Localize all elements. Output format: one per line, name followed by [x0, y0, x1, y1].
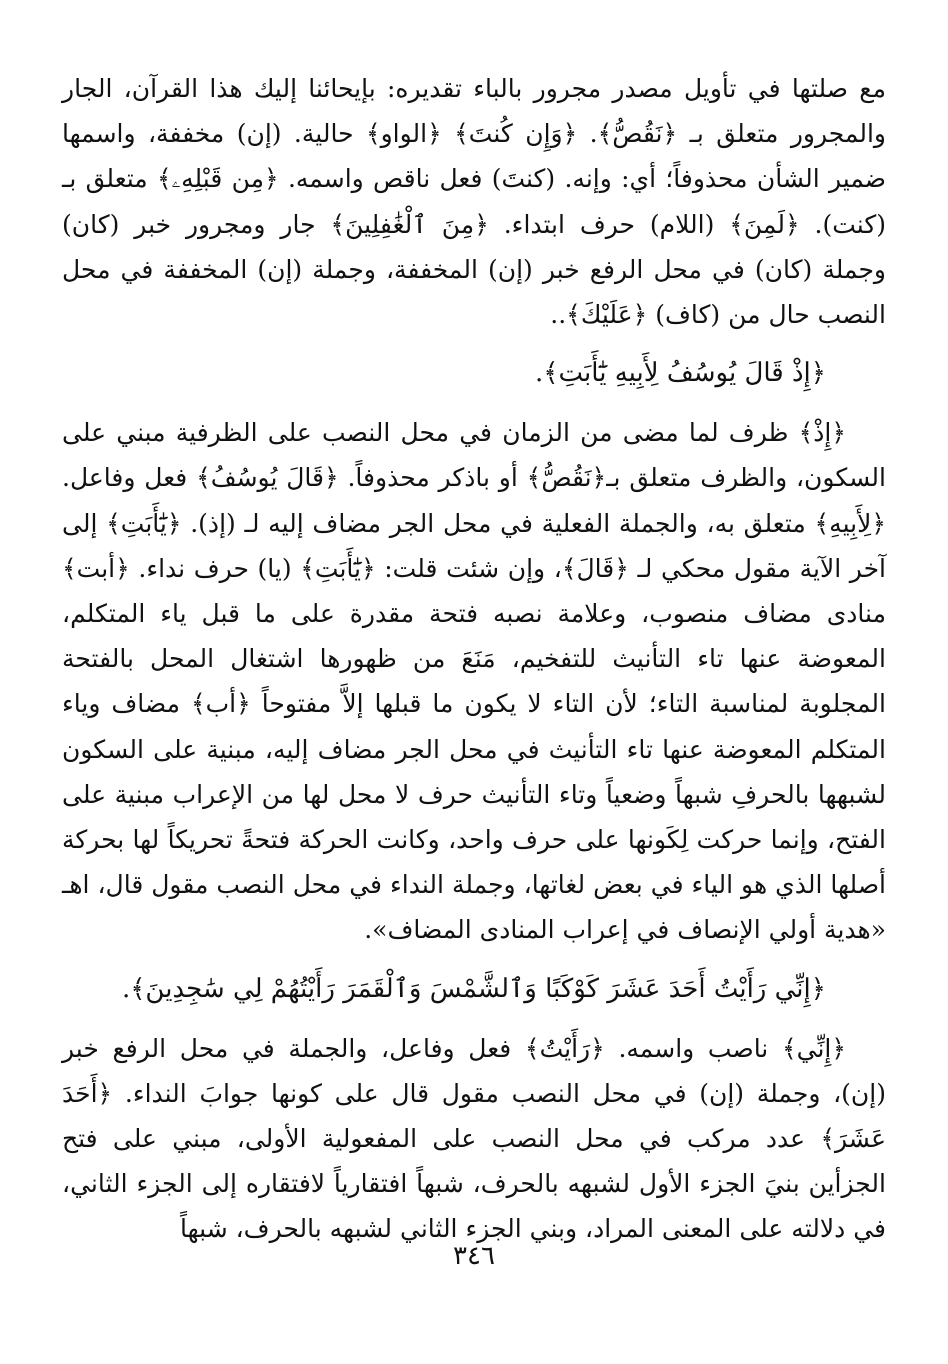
paragraph-1: مع صلتها في تأويل مصدر مجرور بالباء تقديره: بإيحائنا إليك هذا القرآن، الجار والمجرور متعلق بـ ﴿نَقُصُّ﴾. ﴿وَإِن كُنتَ﴾ ﴿الواو﴾ حالية. (إن) مخففة، واسمها ضمير الشأن محذوفاً؛ أي: وإنه. (كنتَ) فعل ناقص واسمه. ﴿مِن قَبْلِهِۦ﴾ متعلق بـ (كنت). ﴿لَمِنَ﴾ (اللام) حرف ابتداء. ﴿مِنَ ٱلْغَٰفِلِينَ﴾ جار ومجرور خبر (كان) وجملة (كان) في محل الرفع خبر (إن) المخففة، وجملة (إن) المخففة في محل النصب حال من (كاف) ﴿عَلَيْكَ﴾.. — [62, 74, 886, 330]
page-body — [62, 66, 886, 1252]
paragraph-2: ﴿إِذْ﴾ ظرف لما مضى من الزمان في محل النصب على الظرفية مبني على السكون، والظرف متعلق بـ﴿نَقُصُّ﴾ أو باذكر محذوفاً. ﴿قَالَ يُوسُفُ﴾ فعل وفاعل. ﴿لِأَبِيهِ﴾ متعلق به، والجملة الفعلية في محل الجر مضاف إليه لـ (إذ). ﴿يَٰٓأَبَتِ﴾ إلى آخر الآية مقول محكي لـ ﴿قَالَ﴾، وإن شئت قلت: ﴿يَٰٓأَبَتِ﴾ (يا) حرف نداء. ﴿أبت﴾ منادى مضاف منصوب، وعلامة نصبه فتحة مقدرة على ما قبل ياء المتكلم، المعوضة عنها تاء التأنيث للتفخيم، مَنَعَ من ظهورها اشتغال المحل بالفتحة المجلوبة لمناسبة التاء؛ لأن التاء لا يكون ما قبلها إلاَّ مفتوحاً ﴿أب﴾ مضاف وياء المتكلم المعوضة عنها تاء التأنيث في محل الجر مضاف إليه، مبنية على السكون لشبهها بالحرفِ شبهاً وضعياً وتاء التأنيث حرف لا محل لها من الإعراب مبنية على الفتح، وإنما حركت لِكَونها على حرف واحد، وكانت الحركة فتحةً تحريكاً لها بحركة أصلها الذي هو الياء في بعض لغاتها، وجملة النداء في محل النصب مقول قال، اهـ «هدية أولي الإنصاف في إعراب المنادى المضاف». — [62, 418, 886, 945]
page-number: ٣٤٦ — [453, 1241, 495, 1271]
quran-verse-1: ﴿إِذْ قَالَ يُوسُفُ لِأَبِيهِ يَٰٓأَبَتِ﴾. — [535, 358, 826, 389]
quran-verse-2: ﴿إِنِّي رَأَيْتُ أَحَدَ عَشَرَ كَوْكَبًا وَٱلشَّمْسَ وَٱلْقَمَرَ رَأَيْتُهُمْ لِي سَٰجِدِينَ﴾. — [121, 973, 826, 1004]
paragraph-3: ﴿إِنِّي﴾ ناصب واسمه. ﴿رَأَيْتُ﴾ فعل وفاعل، والجملة في محل الرفع خبر (إن)، وجملة (إن) في محل النصب مقول قال على كونها جوابَ النداء. ﴿أَحَدَ عَشَرَ﴾ عدد مركب في محل النصب على المفعولية الأولى، مبني على فتح الجزأين بنيَ الجزء الأول لشبهه بالحرف، شبهاً افتقارياً لافتقاره إلى الجزء الثاني، في دلالته على المعنى المراد، وبني الجزء الثاني لشبهه بالحرف، شبهاً — [62, 1033, 886, 1244]
